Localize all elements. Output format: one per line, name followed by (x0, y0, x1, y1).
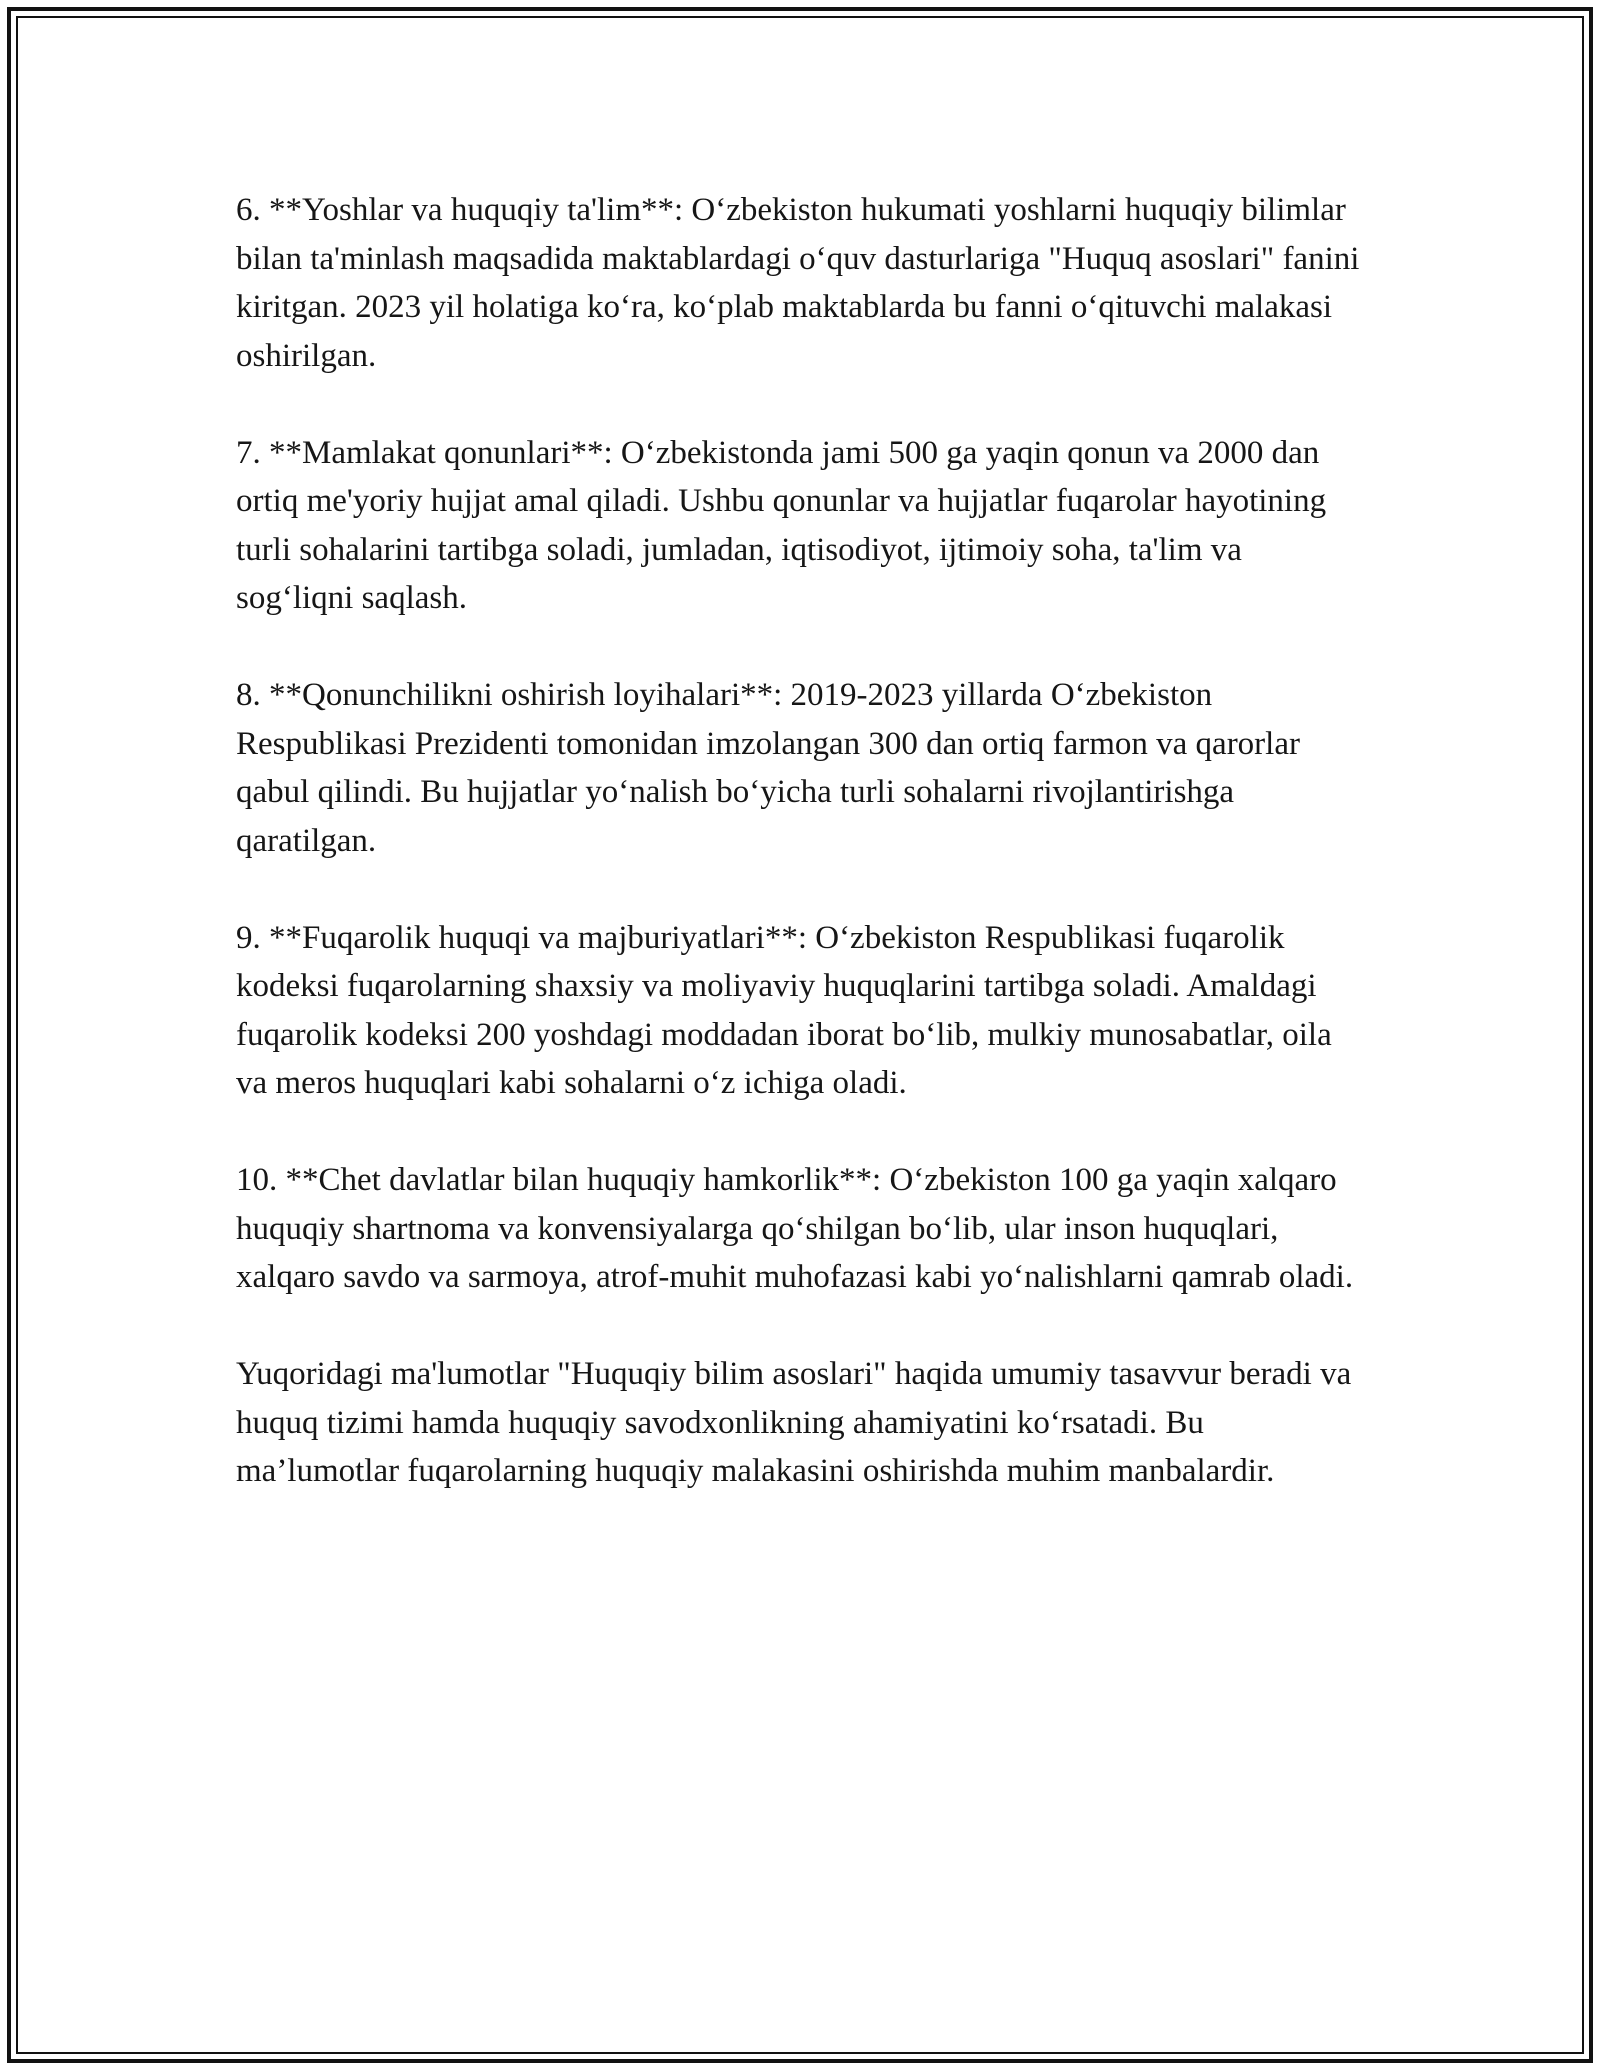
paragraph-conclusion: Yuqoridagi ma'lumotlar "Huquqiy bilim asoslari" haqida umumiy tasavvur beradi va huquq tizimi hamda huquqiy savodxonlikning ahamiyatini ko‘rsatadi. Bu ma’lumotlar fuqarolarning huquqiy malakasini oshirishda muhim manbalardir. (236, 1356, 1352, 1489)
paragraph-country-laws: 7. **Mamlakat qonunlari**: O‘zbekistonda jami 500 ga yaqin qonun va 2000 dan ortiq me'yoriy hujjat amal qiladi. Ushbu qonunlar va hujjatlar fuqarolar hayotining turli sohalarini tartibga soladi, jumladan, iqtisodiyot, ijtimoiy soha, ta'lim va sog‘liqni saqlash. (236, 434, 1327, 616)
paragraph-international-cooperation: 10. **Chet davlatlar bilan huquqiy hamkorlik**: O‘zbekiston 100 ga yaqin xalqaro huquqiy shartnoma va konvensiyalarga qo‘shilgan bo‘lib, ular inson huquqlari, xalqaro savdo va sarmoya, atrof-muhit muhofazasi kabi yo‘nalishlarni qamrab oladi. (236, 1162, 1354, 1295)
document-body (236, 186, 1366, 1544)
paragraph-civil-rights: 9. **Fuqarolik huquqi va majburiyatlari**: O‘zbekiston Respublikasi fuqarolik kodeksi fuqarolarning shaxsiy va moliyaviy huquqlarini tartibga soladi. Amaldagi fuqarolik kodeksi 200 yoshdagi moddadan iborat bo‘lib, mulkiy munosabatlar, oila va meros huquqlari kabi sohalarni o‘z ichiga oladi. (236, 919, 1332, 1101)
paragraph-legislation-projects: 8. **Qonunchilikni oshirish loyihalari**: 2019-2023 yillarda O‘zbekiston Respublikasi Prezidenti tomonidan imzolangan 300 dan ortiq farmon va qarorlar qabul qilindi. Bu hujjatlar yo‘nalish bo‘yicha turli sohalarni rivojlantirishga qaratilgan. (236, 677, 1300, 859)
paragraph-youth-legal-education: 6. **Yoshlar va huquqiy ta'lim**: O‘zbekiston hukumati yoshlarni huquqiy bilimlar bilan ta'minlash maqsadida maktablardagi o‘quv dasturlariga "Huquq asoslari" fanini kiritgan. 2023 yil holatiga ko‘ra, ko‘plab maktablarda bu fanni o‘qituvchi malakasi oshirilgan. (236, 192, 1360, 374)
